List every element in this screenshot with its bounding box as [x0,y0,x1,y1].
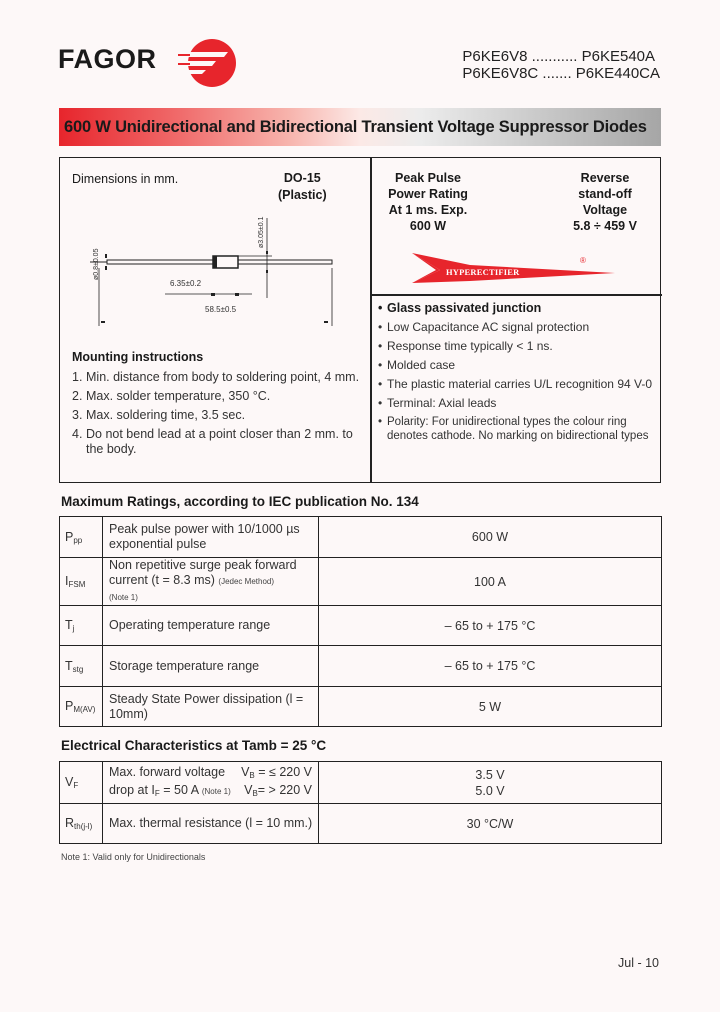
feature-item: • Low Capacitance AC signal protection [378,320,590,334]
description-cell: Steady State Power dissipation (l = 10mm) [103,687,319,727]
description-cell: Peak pulse power with 10/1000 µs exponential pulse [103,517,319,558]
mounting-item: 1. Min. distance from body to soldering point, 4 mm. [72,370,360,384]
package-info-box [59,157,661,483]
description-cell: Max. forward voltage $V_B$ = ≤ 220 V drop at $I_F = 50$ A (Note 1) $V_B= > 220$ V [103,762,319,804]
package-label [278,170,327,204]
mounting-item: 3. Max. soldering time, 3.5 sec. [72,408,246,422]
symbol-cell: $P_{M(AV)}$ [60,687,103,727]
value-cell: 30 °C/W [319,804,662,844]
table-row [60,687,662,727]
features-list [378,301,660,448]
max-ratings-title: Maximum Ratings, according to IEC publication No. 134 [61,494,419,509]
dimensions-label: Dimensions in mm. [72,172,179,186]
do15-outline-drawing [90,208,340,328]
feature-item: • Terminal: Axial leads [378,396,497,410]
peak-pulse-rating: Peak Pulse Power Rating At 1 ms. Exp. 600 W [388,171,468,233]
feature-item: • Molded case [378,358,456,372]
description-cell: Non repetitive surge peak forward current (t = 8.3 ms) (Jedec Method) (Note 1) [103,558,319,606]
vertical-divider [370,158,372,482]
mounting-item: 4. Do not bend lead at a point closer than 2 mm. to the body. [72,427,353,456]
part-number-range [462,48,660,82]
description-cell: Max. thermal resistance (l = 10 mm.) [103,804,319,844]
symbol-cell: $V_F$ [60,762,103,804]
package-name: DO-15 [283,171,321,185]
feature-item: • Response time typically < 1 ns. [378,339,553,353]
value-cell: 100 A [319,558,662,606]
fagor-logo-icon [176,38,238,88]
feature-item: • Glass passivated junction [378,301,542,315]
electrical-characteristics-title: Electrical Characteristics at Tamb = 25 °C [61,738,327,753]
document-title: 600 W Unidirectional and Bidirectional Transient Voltage Suppressor Diodes [64,117,647,136]
symbol-cell: $T_{stg}$ [60,646,103,687]
value-cell: 3.5 V 5.0 V [319,762,662,804]
svg-text:ø3.05±0.1: ø3.05±0.1 [258,216,265,248]
horizontal-divider [370,294,662,296]
value-cell: – 65 to + 175 °C [319,646,662,687]
symbol-cell: $I_{FSM}$ [60,558,103,606]
table-row [60,762,662,804]
package-type: (Plastic) [278,188,327,202]
mounting-instructions-title: Mounting instructions [72,350,204,364]
svg-text:58.5±0.5: 58.5±0.5 [205,305,237,314]
revision-date: Jul - 10 [618,956,659,970]
svg-text:®: ® [580,256,586,265]
svg-text:HYPERECTIFIER: HYPERECTIFIER [446,267,520,277]
svg-text:6.35±0.2: 6.35±0.2 [170,279,202,288]
value-cell: 5 W [319,687,662,727]
max-ratings-table [59,516,662,727]
mounting-instructions-list [72,370,362,461]
svg-text:ø0.8±0.05: ø0.8±0.05 [93,248,100,280]
description-cell: Operating temperature range [103,606,319,646]
title-banner [59,108,661,146]
reverse-standoff-voltage: Reverse stand-off Voltage 5.8 ÷ 459 V [573,171,637,233]
part-range-line-1: P6KE6V8 ........... P6KE540A [462,48,656,65]
feature-item: • Polarity: For unidirectional types the colour ring denotes cathode. No marking on bidirectional types [378,416,649,442]
part-range-line-2: P6KE6V8C ....... P6KE440CA [462,65,660,82]
electrical-characteristics-table [59,761,662,844]
table-row [60,606,662,646]
table-row [60,804,662,844]
table-row [60,517,662,558]
hyperectifier-logo-icon [410,251,640,285]
symbol-cell: $P_{pp}$ [60,517,103,558]
table-row [60,646,662,687]
footnote: Note 1: Valid only for Unidirectionals [61,852,206,862]
mounting-item: 2. Max. solder temperature, 350 °C. [72,389,271,403]
description-cell: Storage temperature range [103,646,319,687]
value-cell: 600 W [319,517,662,558]
brand-logo-text: FAGOR [58,44,157,74]
table-row [60,558,662,606]
symbol-cell: $R_{th(j-l)}$ [60,804,103,844]
feature-item: • The plastic material carries U/L recognition 94 V-0 [378,377,653,391]
value-cell: – 65 to + 175 °C [319,606,662,646]
symbol-cell: $T_j$ [60,606,103,646]
